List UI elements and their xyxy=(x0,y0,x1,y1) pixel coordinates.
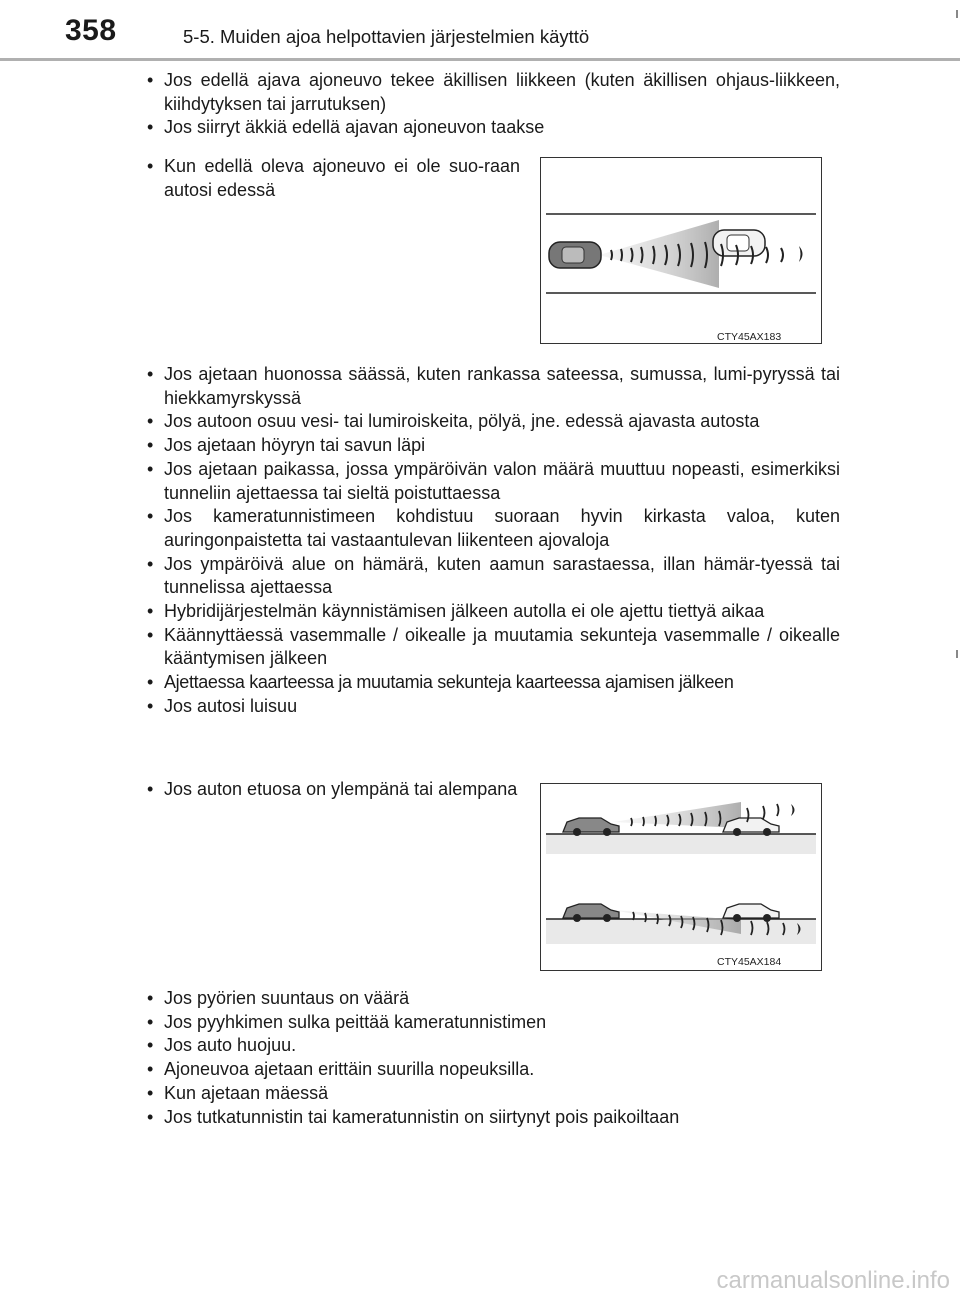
list-item: • Jos siirryt äkkiä edellä ajavan ajoneuvon taakse xyxy=(145,116,840,140)
list-item: • Hybridijärjestelmän käynnistämisen jälkeen autolla ei ole ajettu tiettyä aikaa xyxy=(145,600,840,624)
margin-tick xyxy=(956,650,958,658)
conditions-list-bottom xyxy=(145,987,840,1129)
figure-vehicle-pitch xyxy=(540,783,822,971)
preceding-car-icon xyxy=(713,230,765,256)
list-item: • Jos edellä ajava ajoneuvo tekee äkillisen liikkeen (kuten äkillisen ohjaus-liikkeen, kiihdytyksen tai jarrutuksen) xyxy=(145,69,840,116)
footer-watermark: carmanualsonline.info xyxy=(716,1267,950,1294)
list-item: • Jos ajetaan huonossa säässä, kuten rankassa sateessa, sumussa, lumi-pyryssä tai hiekkamyrskyssä xyxy=(145,363,840,410)
list-item: • Jos auto huojuu. xyxy=(145,1034,840,1058)
page-header xyxy=(0,0,960,60)
list-item: • Jos tutkatunnistin tai kameratunnistin on siirtynyt pois paikoiltaan xyxy=(145,1106,840,1130)
own-car-icon xyxy=(549,242,601,268)
figure-code: CTY45AX183 xyxy=(717,331,782,343)
offset-vehicle-illustration xyxy=(541,158,821,343)
conditions-list-middle xyxy=(145,363,840,719)
list-item: • Jos pyörien suuntaus on väärä xyxy=(145,987,840,1011)
list-item: • Jos ajetaan höyryn tai savun läpi xyxy=(145,434,840,458)
list-item: • Jos autosi luisuu xyxy=(145,695,840,719)
list-item: • Jos auton etuosa on ylempänä tai alempana xyxy=(145,778,520,802)
section-title: 5-5. Muiden ajoa helpottavien järjestelmien käyttö xyxy=(183,26,590,47)
conditions-list-top xyxy=(145,69,840,140)
list-item: • Jos ajetaan paikassa, jossa ympäröivän valon määrä muuttuu nopeasti, esimerkiksi tunneliin ajettaessa tai sieltä poistuttaessa xyxy=(145,458,840,505)
list-item: • Jos ympäröivä alue on hämärä, kuten aamun sarastaessa, illan hämär-tyessä tai tunnelissa ajettaessa xyxy=(145,553,840,600)
list-item: • Käännyttäessä vasemmalle / oikealle ja muutamia sekunteja vasemmalle / oikealle kääntymisen jälkeen xyxy=(145,624,840,671)
list-item: • Ajoneuvoa ajetaan erittäin suurilla nopeuksilla. xyxy=(145,1058,840,1082)
figure-offset-vehicle xyxy=(540,157,822,344)
fig1-caption-list xyxy=(145,155,520,202)
list-item: • Kun edellä oleva ajoneuvo ei ole suo-raan autosi edessä xyxy=(145,155,520,202)
list-item: • Jos kameratunnistimeen kohdistuu suoraan hyvin kirkasta valoa, kuten auringonpaistetta tai vastaantulevan liikenteen ajovaloja xyxy=(145,505,840,552)
list-item: • Ajettaessa kaarteessa ja muutamia sekunteja kaarteessa ajamisen jälkeen xyxy=(145,671,840,695)
list-item: • Kun ajetaan mäessä xyxy=(145,1082,840,1106)
list-item: • Jos autoon osuu vesi- tai lumiroiskeita, pölyä, jne. edessä ajavasta autosta xyxy=(145,410,840,434)
vehicle-pitch-illustration xyxy=(541,784,821,970)
header-divider xyxy=(0,58,960,61)
figure-code: CTY45AX184 xyxy=(717,956,782,968)
margin-tick xyxy=(956,10,958,18)
fig2-caption-list xyxy=(145,778,520,802)
page-number: 358 xyxy=(65,14,117,47)
list-item: • Jos pyyhkimen sulka peittää kameratunnistimen xyxy=(145,1011,840,1035)
